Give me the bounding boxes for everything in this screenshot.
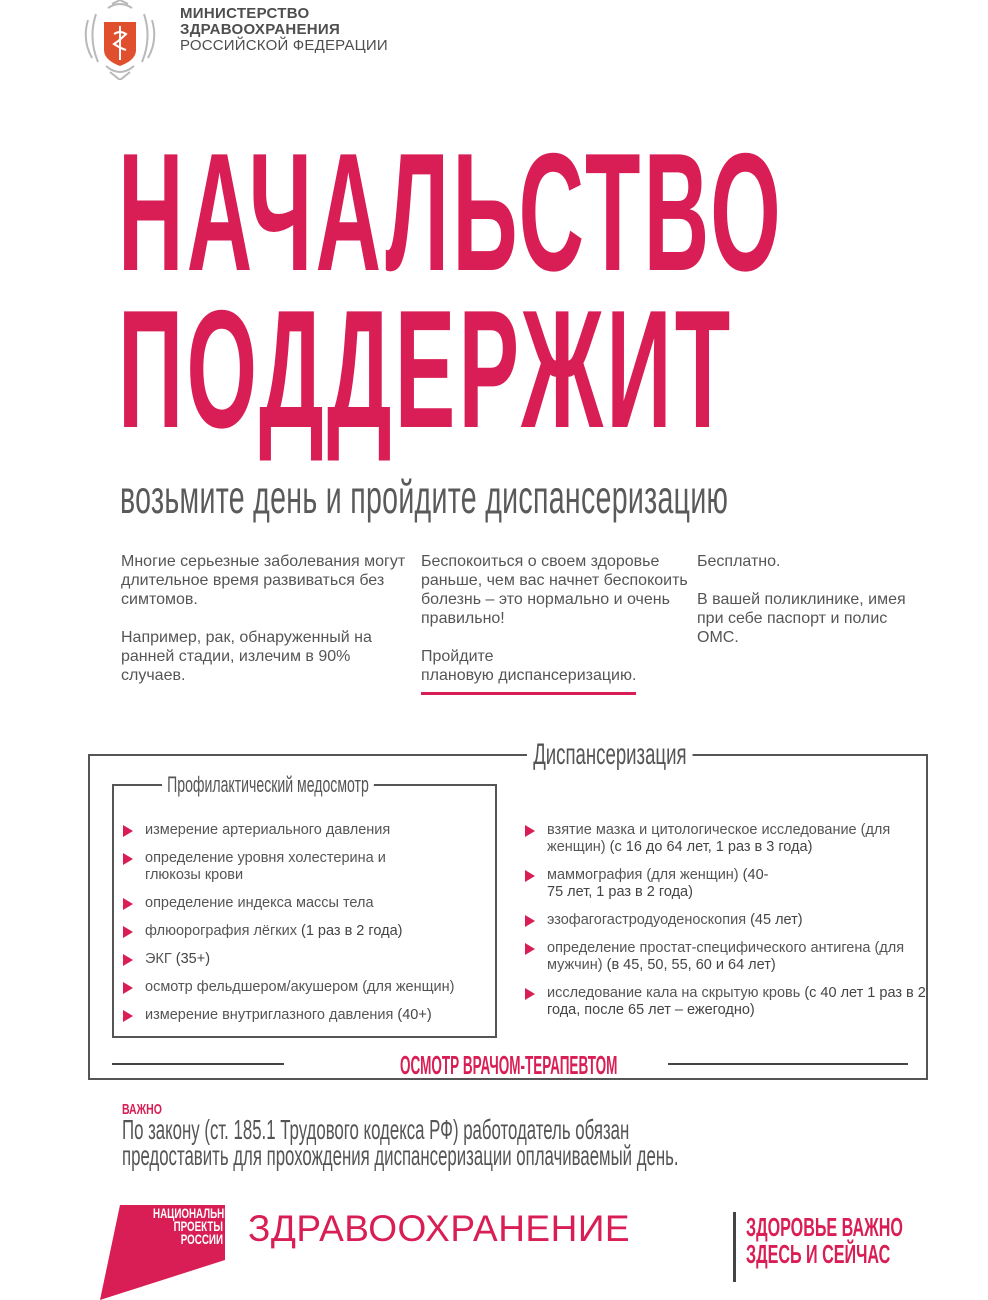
info-column-3 bbox=[697, 552, 917, 666]
list-item: ЭКГ (35+) bbox=[123, 951, 493, 968]
important-label: ВАЖНО bbox=[122, 1101, 162, 1118]
checkup-list bbox=[123, 822, 493, 1035]
screening-list bbox=[525, 822, 925, 1030]
ministry-name bbox=[180, 6, 388, 54]
slogan: ЗДОРОВЬЕ ВАЖНО ЗДЕСЬ И СЕЙЧАС bbox=[746, 1212, 903, 1269]
paragraph: Многие серьезные заболевания могут длительное время развиваться без симтомов. bbox=[121, 553, 406, 608]
list-item: эзофагогастродуоденоскопия (45 лет) bbox=[525, 912, 925, 929]
paragraph: Например, рак, обнаруженный на ранней стадии, излечим в 90% случаев. bbox=[121, 629, 372, 684]
therapist-exam: ОСМОТР ВРАЧОМ-ТЕРАПЕВТОМ bbox=[400, 1050, 618, 1080]
headline-line-1: НАЧАЛЬСТВО bbox=[118, 118, 784, 306]
subtitle: возьмите день и пройдите диспансеризацию bbox=[120, 471, 729, 523]
cta-underlined: плановую диспансеризацию. bbox=[421, 666, 636, 695]
list-item: определение индекса массы тела bbox=[123, 895, 493, 912]
list-item: флюорография лёгких (1 раз в 2 года) bbox=[123, 923, 493, 940]
divider-line bbox=[668, 1063, 908, 1065]
national-projects-label: НАЦИОНАЛЬНЫЕ ПРОЕКТЫ РОССИИ bbox=[153, 1205, 241, 1247]
paragraph: Беспокоиться о своем здоровье раньше, чем вас начнет беспокоить болезнь – это нормально и очень правильно! bbox=[421, 553, 688, 627]
project-name: ЗДРАВООХРАНЕНИЕ bbox=[248, 1208, 631, 1249]
ministry-line-1: МИНИСТЕРСТВО bbox=[180, 5, 310, 22]
important-text: По закону (ст. 185.1 Трудового кодекса РФ) работодатель обязан предоставить для прохождения диспансеризации оплачиваемый день. bbox=[122, 1114, 679, 1171]
paragraph: В вашей поликлинике, имея при себе паспорт и полис ОМС. bbox=[697, 591, 906, 646]
dispanserization-title: Диспансеризация bbox=[527, 738, 693, 772]
footer-divider bbox=[733, 1212, 736, 1282]
list-item: определение простат-специфического антигена (для мужчин) (в 45, 50, 55, 60 и 64 лет) bbox=[525, 940, 917, 974]
info-column-2 bbox=[421, 552, 691, 695]
cta-line-1: Пройдите bbox=[421, 648, 494, 665]
list-item: маммография (для женщин) (40-75 лет, 1 раз в 2 года) bbox=[525, 867, 777, 901]
list-item: взятие мазка и цитологическое исследование (для женщин) (с 16 до 64 лет, 1 раз в 3 года) bbox=[525, 822, 925, 856]
paragraph: Бесплатно. bbox=[697, 553, 781, 570]
list-item: измерение артериального давления bbox=[123, 822, 493, 839]
headline-line-2: ПОДДЕРЖИТ bbox=[118, 275, 734, 463]
ministry-eagle-emblem-icon bbox=[78, 0, 162, 80]
ministry-line-2: ЗДРАВООХРАНЕНИЯ bbox=[180, 21, 341, 38]
info-column-1 bbox=[121, 552, 411, 704]
list-item: измерение внутриглазного давления (40+) bbox=[123, 1007, 493, 1024]
list-item: исследование кала на скрытую кровь (с 40 лет 1 раз в 2 года, после 65 лет – ежегодно) bbox=[525, 985, 932, 1019]
checkup-title: Профилактический медосмотр bbox=[162, 772, 374, 798]
list-item: осмотр фельдшером/акушером (для женщин) bbox=[123, 979, 493, 996]
ministry-line-3: РОССИЙСКОЙ ФЕДЕРАЦИИ bbox=[180, 37, 388, 54]
list-item: определение уровня холестерина и глюкозы крови bbox=[123, 850, 405, 884]
divider-line bbox=[112, 1063, 284, 1065]
